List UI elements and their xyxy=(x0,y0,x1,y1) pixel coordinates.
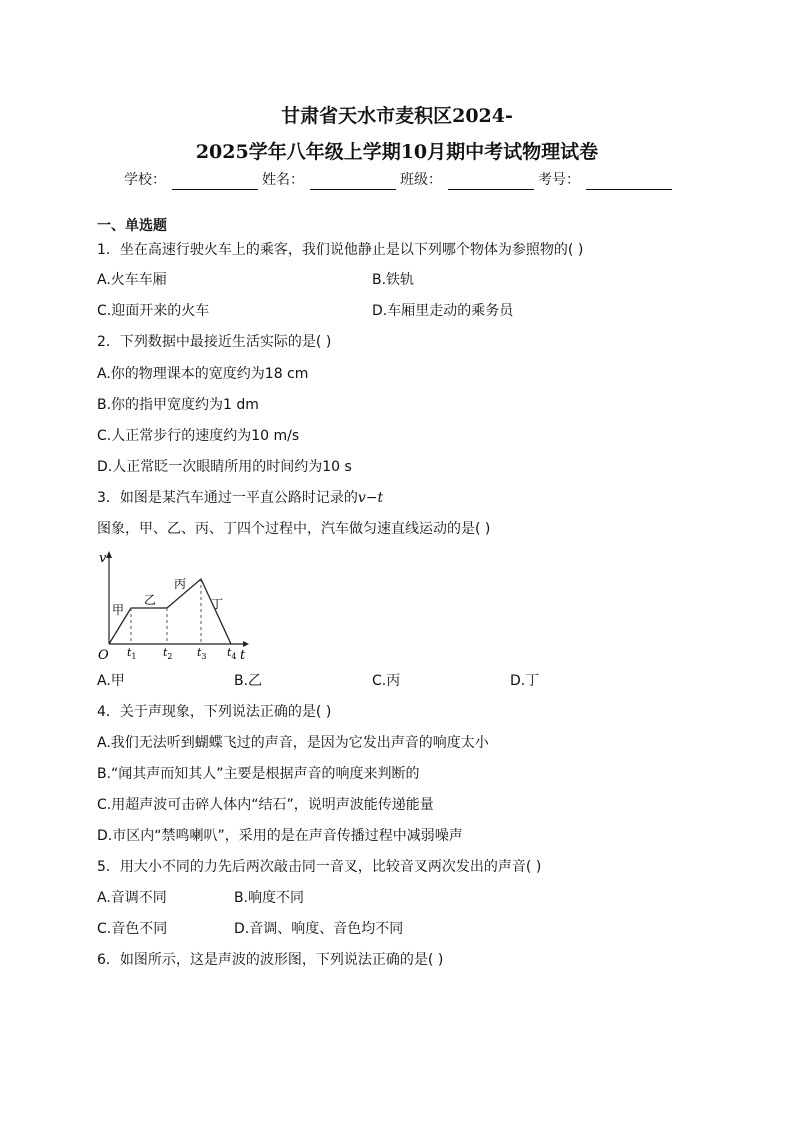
question-4-option-a: A.我们无法听到蝴蝶飞过的声音，是因为它发出声音的响度太小 xyxy=(97,735,489,751)
t-axis-label: t xyxy=(240,648,246,663)
v-axis-label: v xyxy=(99,551,107,566)
v-axis-arrow xyxy=(106,551,112,558)
question-5-stem: 5．用大小不同的力先后两次敲击同一音叉，比较音叉两次发出的声音( ) xyxy=(97,859,542,875)
question-5-option-d: D.音调、响度、音色均不同 xyxy=(234,921,404,937)
question-5-option-c: C.音色不同 xyxy=(97,921,168,937)
segment-ding-label: 丁 xyxy=(211,597,224,611)
question-3-option-a: A.甲 xyxy=(97,673,125,689)
question-3-stem-text: 3．如图是某汽车通过一平直公路时记录的 xyxy=(97,490,358,506)
question-4-option-d: D.市区内“禁鸣喇叭”，采用的是在声音传播过程中减弱噪声 xyxy=(97,828,463,844)
question-5-option-a: A.音调不同 xyxy=(97,890,167,906)
question-4-stem: 4．关于声现象，下列说法正确的是( ) xyxy=(97,704,332,720)
segment-bing-label: 丙 xyxy=(174,577,187,591)
question-2-option-b: B.你的指甲宽度约为1 dm xyxy=(97,397,259,413)
question-4-option-c: C.用超声波可击碎人体内“结石”，说明声波能传递能量 xyxy=(97,797,434,813)
question-2-stem: 2．下列数据中最接近生活实际的是( ) xyxy=(97,334,332,350)
exam-number-blank[interactable] xyxy=(586,173,672,190)
question-1-option-b: B.铁轨 xyxy=(372,272,415,288)
vt-graph-figure xyxy=(97,548,257,663)
question-4-option-b: B.“闻其声而知其人”主要是根据声音的响度来判断的 xyxy=(97,766,420,782)
tick-t1: $t_1$ xyxy=(127,646,137,661)
name-label: 姓名： xyxy=(262,172,304,188)
question-3-option-c: C.丙 xyxy=(372,673,401,689)
question-3-option-b: B.乙 xyxy=(234,673,263,689)
question-1-option-a: A.火车车厢 xyxy=(97,272,167,288)
student-info-row xyxy=(124,170,676,190)
tick-t2: $t_2$ xyxy=(163,646,173,661)
name-blank[interactable] xyxy=(310,173,396,190)
segment-yi-label: 乙 xyxy=(144,593,157,607)
question-1-option-d: D.车厢里走动的乘务员 xyxy=(372,303,514,319)
class-blank[interactable] xyxy=(448,173,534,190)
class-label: 班级： xyxy=(400,172,442,188)
vt-graph-line xyxy=(109,579,231,644)
question-2-option-a: A.你的物理课本的宽度约为18 cm xyxy=(97,366,309,382)
segment-jia-label: 甲 xyxy=(112,603,125,617)
question-1-stem: 1．坐在高速行驶火车上的乘客，我们说他静止是以下列哪个物体为参照物的( ) xyxy=(97,242,584,258)
question-2-option-d: D.人正常眨一次眼睛所用的时间约为10 s xyxy=(97,459,352,475)
question-5-option-b: B.响度不同 xyxy=(234,890,305,906)
school-blank[interactable] xyxy=(172,173,258,190)
tick-t4: $t_4$ xyxy=(227,646,237,661)
question-3-stem-line1 xyxy=(97,488,383,508)
origin-label: O xyxy=(98,648,109,663)
exam-number-label: 考号： xyxy=(538,172,580,188)
question-3-option-d: D.丁 xyxy=(510,673,540,689)
question-6-stem: 6．如图所示，这是声波的波形图，下列说法正确的是( ) xyxy=(97,952,444,968)
tick-t3: $t_3$ xyxy=(197,646,207,661)
vt-symbol: v−t xyxy=(357,490,384,506)
exam-title-line1: 甘肃省天水市麦积区2024- xyxy=(281,105,513,127)
t-axis-arrow xyxy=(243,641,249,647)
question-3-stem-line2: 图象，甲、乙、丙、丁四个过程中，汽车做匀速直线运动的是( ) xyxy=(97,521,491,537)
school-label: 学校： xyxy=(124,172,166,188)
question-2-option-c: C.人正常步行的速度约为10 m/s xyxy=(97,428,300,444)
section-heading: 一、单选题 xyxy=(97,218,167,234)
question-1-option-c: C.迎面开来的火车 xyxy=(97,303,210,319)
exam-title-line2: 2025学年八年级上学期10月期中考试物理试卷 xyxy=(195,141,599,163)
